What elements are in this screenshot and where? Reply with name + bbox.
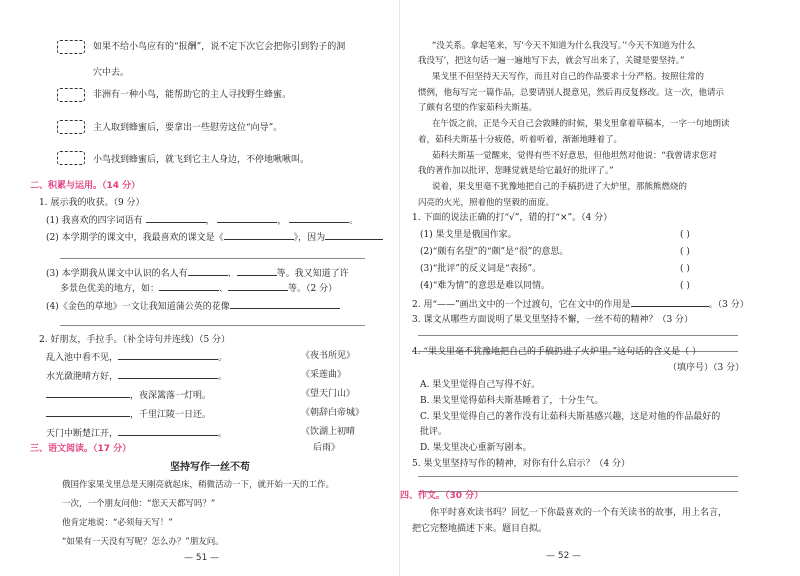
q1-1-text: (1) 我喜欢的四字词语有	[46, 216, 143, 226]
story-title: 坚持写作一丝不苟	[170, 462, 250, 473]
poem-line-text: 水光潋滟晴方好，	[46, 372, 119, 382]
q1-3-cont: 多景色优美的地方，如： 、 等。（2 分）	[60, 280, 337, 296]
essay-line-1: 你平时喜欢读书吗？回忆一下你最喜欢的一个有关读书的故事，用上名言，	[430, 508, 728, 518]
story-line-1: 俄国作家果戈里总是天刚亮就起床，稍微活动一下，就开始一天的工作。	[62, 480, 335, 490]
answer-line[interactable]	[60, 325, 365, 326]
blank[interactable]	[631, 296, 709, 307]
poem-line-2: 水光潋滟晴方好， 。	[46, 368, 227, 384]
r-q2-text: 2. 用“——”画出文中的一个过渡句，它在文中的作用是	[412, 300, 631, 310]
blank[interactable]	[46, 406, 130, 417]
poem-line-4	[46, 406, 211, 422]
r-q4-opt-b: B. 果戈里觉得茹科夫斯基睡着了，十分生气。	[420, 396, 604, 406]
story-line-4: “如果有一天没有写呢？怎么办？”朋友问。	[62, 537, 224, 547]
answer-paren[interactable]: ( )	[680, 281, 690, 291]
order-item-4: 小鸟找到蜂蜜后，就飞到它主人身边，不停地啾啾叫。	[93, 155, 310, 165]
q1-3-text-b: 等。我又知道了许	[276, 269, 349, 279]
order-box-3[interactable]	[57, 120, 85, 134]
story-line: 闪亮的火光，照着他的坚毅的面庞。	[418, 198, 555, 208]
q1-1: (1) 我喜欢的四字词语有 ， ， 。	[46, 212, 358, 228]
r-q1-item-2: (2)“颇有名望”的“颇”是“很”的意思。	[420, 247, 569, 257]
order-item-2: 非洲有一种小鸟，能帮助它的主人寻找野生蜂蜜。	[93, 90, 292, 100]
poem-line-text: 天门中断楚江开，	[46, 429, 119, 439]
r-q4-opt-c: C. 果戈里觉得自己的著作没有让茹科夫斯基感兴趣，这是对他的作品最好的	[420, 412, 721, 422]
story-line: 说着，果戈里毫不犹豫地把自己的手稿扔进了大炉里，那熊熊燃烧的	[432, 182, 688, 192]
q1-3-text-c: 多景色优美的地方，如：	[60, 284, 160, 294]
q1-3: (3) 本学期我从课文中认识的名人有 、 等。我又知道了许	[46, 265, 349, 281]
order-box-1[interactable]	[57, 40, 85, 54]
r-q4-opt-a: A. 果戈里觉得自己写得不好。	[420, 380, 541, 390]
poem-line-text: ，千里江陵一日还。	[130, 410, 212, 420]
r-q1-item-1: (1) 果戈里是俄国作家。	[420, 230, 517, 240]
answer-line[interactable]	[418, 476, 738, 477]
poem-title-1[interactable]: 《夜书所见》	[301, 351, 356, 361]
order-item-1: 如果不给小鸟应有的“报酬”，说不定下次它会把你引到豹子的洞	[93, 42, 346, 52]
story-line: 我的著作加以批评，您睡觉就是给它最好的批评了。”	[418, 166, 614, 176]
q1-4-text: (4)《金色的草地》一文让我知道蒲公英的花像	[46, 302, 230, 312]
q1-4	[46, 298, 340, 314]
essay-line-2: 把它完整地描述下来。题目自拟。	[412, 524, 548, 534]
r-q3: 3. 课文从哪些方面说明了果戈里坚持不懈，一丝不苟的精神？（3 分）	[412, 315, 694, 325]
poem-line-text: 乱入池中看不见，	[46, 353, 119, 363]
blank[interactable]	[146, 212, 206, 223]
poem-title-5[interactable]: 《饮湖上初晴	[301, 427, 356, 437]
q1-3-text: (3) 本学期我从课文中认识的名人有	[46, 269, 188, 279]
r-q1-item-4: (4)“难为情”的意思是难以同情。	[420, 281, 550, 291]
poem-title-5-cont: 后雨》	[313, 443, 341, 453]
order-item-3: 主人取到蜂蜜后，要拿出一些慰劳这位“向导”。	[93, 123, 283, 133]
blank[interactable]	[289, 212, 349, 223]
story-line: 了颇有名望的作家茹科夫斯基。	[418, 103, 538, 113]
order-box-4[interactable]	[57, 151, 85, 165]
poem-line-5: 天门中断楚江开， 。	[46, 425, 227, 441]
q2-title: 2. 好朋友，手拉手。（补全诗句并连线）（5 分）	[39, 335, 231, 345]
blank[interactable]	[118, 425, 218, 436]
blank[interactable]	[224, 229, 294, 240]
order-box-2[interactable]	[57, 88, 85, 102]
r-q4-b: （填序号）（3 分）	[668, 363, 745, 373]
r-q2-text-b: 。（3 分）	[708, 300, 749, 310]
page-number: — 51 —	[184, 553, 220, 563]
story-line-3: 他肯定地说：“必须每天写！”	[62, 518, 173, 528]
right-page	[400, 0, 800, 576]
poem-line-3	[46, 387, 211, 403]
story-line: 惯例，他每写完一篇作品，总要请别人提意见，然后再反复修改。这一次，他请示	[418, 88, 725, 98]
answer-line[interactable]	[418, 335, 738, 336]
blank[interactable]	[46, 387, 130, 398]
r-q4: 4. “果戈里毫不犹豫地把自己的手稿扔进了火炉里。”这句话的含义是（ ）	[412, 347, 702, 357]
order-item-1-cont: 穴中去。	[93, 68, 130, 78]
blank[interactable]	[159, 280, 219, 291]
r-q5: 5. 果戈里坚持写作的精神，对你有什么启示？（4 分）	[412, 459, 631, 469]
story-line: 着，茹科夫斯基十分疲倦，听着听着，渐渐地睡着了。	[418, 135, 623, 145]
q1-2	[46, 229, 383, 245]
r-q2	[412, 296, 749, 312]
poem-title-2[interactable]: 《采莲曲》	[301, 370, 347, 380]
story-line: 果戈里不但坚持天天写作，而且对自己的作品要求十分严格。按照往常的	[432, 72, 705, 82]
answer-line[interactable]	[60, 258, 365, 259]
answer-paren[interactable]: ( )	[680, 247, 690, 257]
story-line: 在午饭之前，正是今天自己会敦睡的时候，果戈里拿着草稿本，一字一句地朗读	[432, 119, 730, 129]
answer-paren[interactable]: ( )	[680, 230, 690, 240]
section-4-title: 四、作文。（30 分）	[400, 491, 484, 501]
q1-title: 1. 展示我的收获。（9 分）	[39, 198, 145, 208]
blank[interactable]	[217, 212, 277, 223]
q1-2-text: (2) 本学期学的课文中，我最喜欢的课文是《	[46, 233, 224, 243]
story-line: “没关系。拿起笔来，写‘今天不知道为什么我没写。’‘今天不知道为什么	[432, 41, 696, 51]
q1-2-text-b: 》，因为	[293, 233, 326, 243]
q1-3-text-d: 等。（2 分）	[288, 284, 338, 294]
section-3-title: 三、语文阅读。（17 分）	[30, 444, 132, 454]
blank[interactable]	[118, 349, 218, 360]
r-q1-item-3: (3)“批评”的反义词是“表扬”。	[420, 264, 542, 274]
answer-paren[interactable]: ( )	[680, 264, 690, 274]
r-q4-opt-c-cont: 批评。	[420, 427, 448, 437]
story-line: 我没写’，把这句话一遍一遍地写下去，就会写出来了，关键是要坚持。”	[418, 56, 685, 66]
story-line-2: 一次，一个朋友问他：“您天天都写吗？”	[62, 499, 216, 509]
blank[interactable]	[228, 280, 288, 291]
section-2-title: 二、积累与运用。（14 分）	[30, 181, 141, 191]
page-number: — 52 —	[546, 551, 582, 561]
poem-line-1: 乱入池中看不见， 。	[46, 349, 227, 365]
blank[interactable]	[230, 298, 340, 309]
blank[interactable]	[237, 265, 277, 276]
blank[interactable]	[118, 368, 218, 379]
story-line: 茹科夫斯基一觉醒来，觉得有些不好意思，但他坦然对他说：“我曾请求您对	[432, 151, 717, 161]
poem-line-text: ，夜深篱落一灯明。	[130, 391, 212, 401]
blank[interactable]	[188, 265, 228, 276]
poem-title-4[interactable]: 《朝辞白帝城》	[301, 408, 365, 418]
r-q1: 1. 下面的说法正确的打“√”，错的打“×”。（4 分）	[412, 213, 613, 223]
poem-title-3[interactable]: 《望天门山》	[301, 389, 356, 399]
blank[interactable]	[325, 229, 383, 240]
r-q4-opt-d: D. 果戈里决心重新写剧本。	[420, 443, 532, 453]
